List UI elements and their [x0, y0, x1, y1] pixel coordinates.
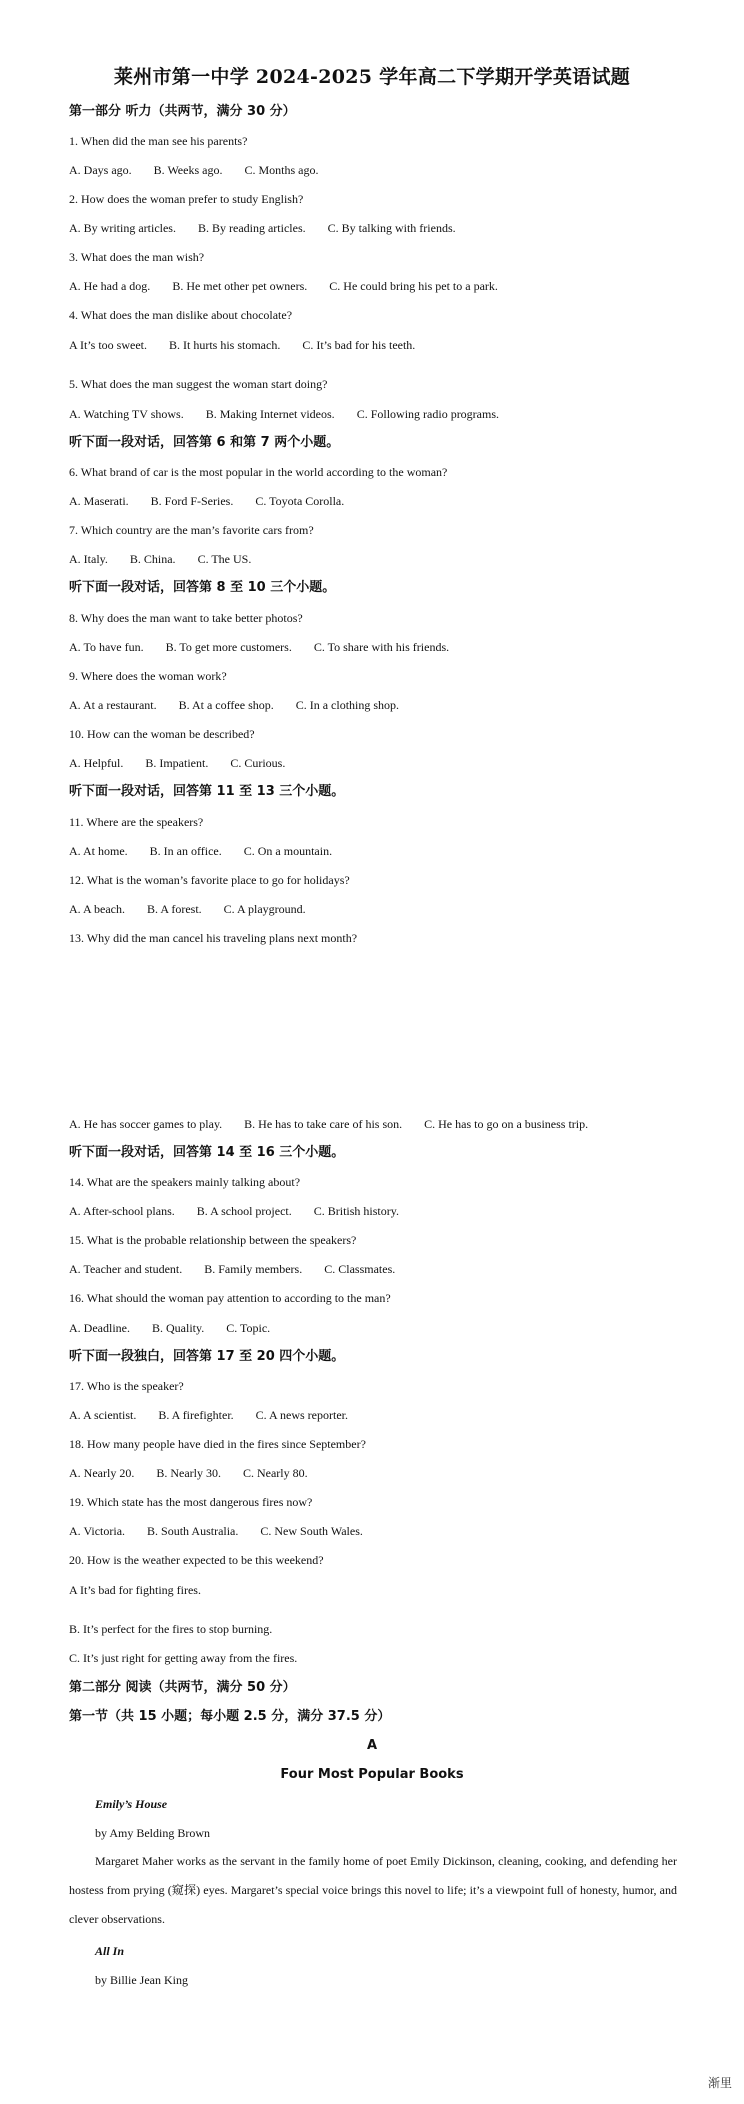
q3-options	[69, 278, 520, 294]
q11-option-b[interactable]: B. In an office.	[149, 844, 222, 858]
q5-options	[69, 406, 521, 422]
q2-stem: 2. How does the woman prefer to study English?	[69, 192, 304, 206]
q1-option-c[interactable]: C. Months ago.	[244, 163, 319, 177]
part2-heading: 第二部分 阅读（共两节，满分 50 分）	[69, 1680, 296, 1695]
q9-stem: 9. Where does the woman work?	[69, 669, 227, 683]
q6-option-a[interactable]: A. Maserati.	[69, 494, 129, 508]
q20-option-c[interactable]: C. It’s just right for getting away from the fires.	[69, 1651, 298, 1665]
q15-option-a[interactable]: A. Teacher and student.	[69, 1262, 183, 1276]
q6-option-b[interactable]: B. Ford F-Series.	[150, 494, 234, 508]
book1-description: Margaret Maher works as the servant in the family home of poet Emily Dickinson, cleaning, cooking, and defending her hostess from prying (窥探) eyes. Margaret’s special voice brings this novel to life; it’s a viewpoint full of honesty, humor, and clever observations.	[69, 1854, 677, 1926]
q17-option-c[interactable]: C. A news reporter.	[255, 1408, 348, 1422]
q3-stem: 3. What does the man wish?	[69, 250, 205, 264]
q5-option-b[interactable]: B. Making Internet videos.	[205, 407, 335, 421]
book1-title: Emily’s House	[95, 1797, 168, 1811]
q15-option-c[interactable]: C. Classmates.	[324, 1262, 396, 1276]
q4-option-b[interactable]: B. It hurts his stomach.	[169, 338, 281, 352]
q13-stem: 13. Why did the man cancel his traveling plans next month?	[69, 931, 358, 945]
q10-option-a[interactable]: A. Helpful.	[69, 756, 124, 770]
heading-q17-q20: 听下面一段独白，回答第 17 至 20 四个小题。	[69, 1349, 345, 1364]
book1-author: by Amy Belding Brown	[95, 1826, 211, 1840]
q19-option-c[interactable]: C. New South Wales.	[260, 1524, 363, 1538]
q14-options	[69, 1203, 421, 1219]
q6-option-c[interactable]: C. Toyota Corolla.	[255, 494, 345, 508]
q2-options	[69, 220, 478, 236]
q16-options	[69, 1320, 292, 1336]
q19-option-a[interactable]: A. Victoria.	[69, 1524, 126, 1538]
q15-stem: 15. What is the probable relationship between the speakers?	[69, 1233, 357, 1247]
q14-option-b[interactable]: B. A school project.	[196, 1204, 292, 1218]
q14-option-a[interactable]: A. After-school plans.	[69, 1204, 175, 1218]
q12-stem: 12. What is the woman’s favorite place to go for holidays?	[69, 873, 350, 887]
q3-option-b[interactable]: B. He met other pet owners.	[172, 279, 308, 293]
q19-stem: 19. Which state has the most dangerous fires now?	[69, 1495, 313, 1509]
q8-options	[69, 639, 471, 655]
q11-options	[69, 843, 354, 859]
q5-stem: 5. What does the man suggest the woman start doing?	[69, 377, 328, 391]
book2-title: All In	[95, 1944, 125, 1958]
q3-option-a[interactable]: A. He had a dog.	[69, 279, 151, 293]
q10-option-b[interactable]: B. Impatient.	[145, 756, 209, 770]
q17-options	[69, 1407, 370, 1423]
passage-title: Four Most Popular Books	[280, 1767, 464, 1782]
q14-option-c[interactable]: C. British history.	[313, 1204, 399, 1218]
part1-heading: 第一部分 听力（共两节，满分 30 分）	[69, 104, 296, 119]
q3-option-c[interactable]: C. He could bring his pet to a park.	[329, 279, 498, 293]
q16-option-c[interactable]: C. Topic.	[226, 1321, 271, 1335]
q18-option-c[interactable]: C. Nearly 80.	[242, 1466, 308, 1480]
q7-stem: 7. Which country are the man’s favorite cars from?	[69, 523, 314, 537]
q12-option-b[interactable]: B. A forest.	[147, 902, 202, 916]
heading-q14-q16: 听下面一段对话，回答第 14 至 16 三个小题。	[69, 1145, 345, 1160]
page-footer-mark: 渐里	[707, 2076, 732, 2090]
q10-option-c[interactable]: C. Curious.	[230, 756, 286, 770]
q13-option-a[interactable]: A. He has soccer games to play.	[69, 1117, 223, 1131]
q7-option-a[interactable]: A. Italy.	[69, 552, 108, 566]
q12-options	[69, 901, 328, 917]
heading-q11-q13: 听下面一段对话，回答第 11 至 13 三个小题。	[69, 784, 345, 799]
book2-author: by Billie Jean King	[95, 1973, 188, 1987]
q17-option-a[interactable]: A. A scientist.	[69, 1408, 137, 1422]
q17-option-b[interactable]: B. A firefighter.	[158, 1408, 234, 1422]
q10-stem: 10. How can the woman be described?	[69, 727, 255, 741]
q15-option-b[interactable]: B. Family members.	[204, 1262, 303, 1276]
q9-option-b[interactable]: B. At a coffee shop.	[178, 698, 274, 712]
q1-option-a[interactable]: A. Days ago.	[69, 163, 132, 177]
q7-option-c[interactable]: C. The US.	[197, 552, 252, 566]
q18-options	[69, 1465, 330, 1481]
q16-option-a[interactable]: A. Deadline.	[69, 1321, 130, 1335]
q19-options	[69, 1523, 385, 1539]
q11-stem: 11. Where are the speakers?	[69, 815, 204, 829]
q5-option-a[interactable]: A. Watching TV shows.	[69, 407, 184, 421]
q4-stem: 4. What does the man dislike about chocolate?	[69, 308, 293, 322]
q14-stem: 14. What are the speakers mainly talking about?	[69, 1175, 301, 1189]
q4-options	[69, 337, 437, 353]
q8-option-c[interactable]: C. To share with his friends.	[313, 640, 450, 654]
q16-option-b[interactable]: B. Quality.	[151, 1321, 205, 1335]
q4-option-a[interactable]: A It’s too sweet.	[69, 338, 147, 352]
q15-options	[69, 1261, 417, 1277]
q8-stem: 8. Why does the man want to take better photos?	[69, 611, 303, 625]
q2-option-c[interactable]: C. By talking with friends.	[327, 221, 456, 235]
q12-option-c[interactable]: C. A playground.	[223, 902, 306, 916]
q1-option-b[interactable]: B. Weeks ago.	[153, 163, 223, 177]
q13-options	[69, 1116, 610, 1132]
q11-option-a[interactable]: A. At home.	[69, 844, 128, 858]
q4-option-c[interactable]: C. It’s bad for his teeth.	[302, 338, 416, 352]
q9-option-c[interactable]: C. In a clothing shop.	[295, 698, 400, 712]
q16-stem: 16. What should the woman pay attention to according to the man?	[69, 1291, 391, 1305]
q20-option-b[interactable]: B. It’s perfect for the fires to stop burning.	[69, 1622, 273, 1636]
q6-options	[69, 493, 366, 509]
passage-letter: A	[366, 1738, 378, 1753]
q9-options	[69, 697, 421, 713]
q18-option-b[interactable]: B. Nearly 30.	[156, 1466, 221, 1480]
q7-options	[69, 551, 273, 567]
q1-stem: 1. When did the man see his parents?	[69, 134, 248, 148]
q20-stem: 20. How is the weather expected to be this weekend?	[69, 1553, 324, 1567]
q5-option-c[interactable]: C. Following radio programs.	[356, 407, 500, 421]
q8-option-a[interactable]: A. To have fun.	[69, 640, 144, 654]
heading-q8-q10: 听下面一段对话，回答第 8 至 10 三个小题。	[69, 580, 336, 595]
section1-heading: 第一节（共 15 小题；每小题 2.5 分，满分 37.5 分）	[69, 1709, 391, 1724]
q20-option-a[interactable]: A It’s bad for fighting fires.	[69, 1583, 201, 1597]
q2-option-b[interactable]: B. By reading articles.	[197, 221, 306, 235]
q12-option-a[interactable]: A. A beach.	[69, 902, 125, 916]
q19-option-b[interactable]: B. South Australia.	[147, 1524, 239, 1538]
q13-option-b[interactable]: B. He has to take care of his son.	[244, 1117, 403, 1131]
exam-title: 莱州市第一中学 2024-2025 学年高二下学期开学英语试题	[113, 66, 631, 88]
heading-q6-q7: 听下面一段对话，回答第 6 和第 7 两个小题。	[69, 435, 340, 450]
q18-stem: 18. How many people have died in the fires since September?	[69, 1437, 366, 1451]
q13-option-c[interactable]: C. He has to go on a business trip.	[424, 1117, 589, 1131]
q1-options	[69, 162, 340, 178]
q8-option-b[interactable]: B. To get more customers.	[165, 640, 292, 654]
q2-option-a[interactable]: A. By writing articles.	[69, 221, 176, 235]
q6-stem: 6. What brand of car is the most popular in the world according to the woman?	[69, 465, 448, 479]
q7-option-b[interactable]: B. China.	[129, 552, 176, 566]
q11-option-c[interactable]: C. On a mountain.	[243, 844, 333, 858]
q17-stem: 17. Who is the speaker?	[69, 1379, 184, 1393]
q9-option-a[interactable]: A. At a restaurant.	[69, 698, 157, 712]
q10-options	[69, 755, 307, 771]
q18-option-a[interactable]: A. Nearly 20.	[69, 1466, 135, 1480]
